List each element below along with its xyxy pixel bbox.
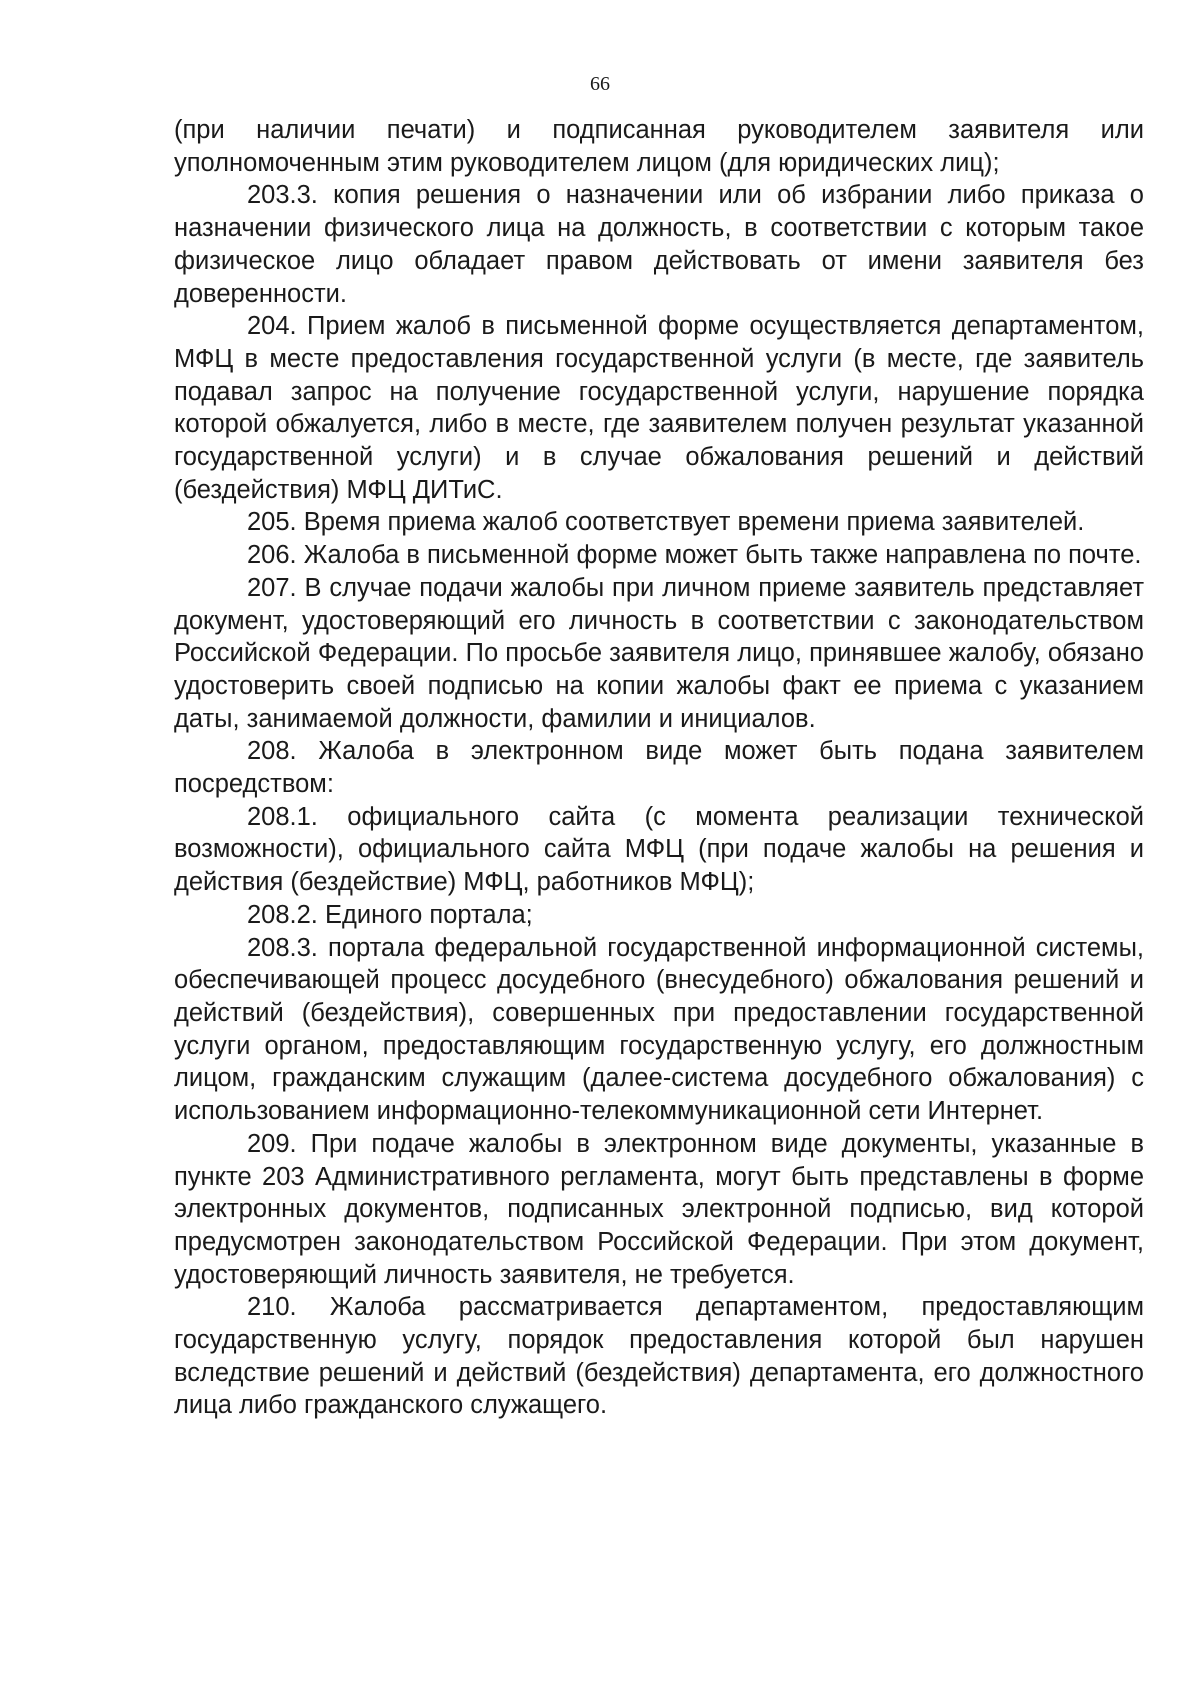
paragraph: 208.1. официального сайта (с момента реализации технической возможности), официального сайта МФЦ (при подаче жалобы на решения и действия (бездействие) МФЦ, работников МФЦ); — [174, 802, 1144, 897]
paragraph: 208.2. Единого портала; — [247, 900, 533, 929]
paragraph: 209. При подаче жалобы в электронном виде документы, указанные в пункте 203 Административного регламента, могут быть представлены в форме электронных документов, подписанных электронной подписью, вид которой предусмотрен законодательством Российской Федерации. При этом документ, удостоверяющий личность заявителя, не требуется. — [174, 1129, 1144, 1289]
paragraph: 204. Прием жалоб в письменной форме осуществляется департаментом, МФЦ в месте предоставления государственной услуги (в месте, где заявитель подавал запрос на получение государственной услуги, нарушение порядка которой обжалуется, либо в месте, где заявителем получен результат указанной государственной услуги) и в случае обжалования решений и действий (бездействия) МФЦ ДИТиС. — [174, 312, 1144, 504]
paragraph: 203.3. копия решения о назначении или об избрании либо приказа о назначении физического лица на должность, в соответствии с которым такое физическое лицо обладает правом действовать от имени заявителя без доверенности. — [174, 181, 1144, 308]
paragraph: 208. Жалоба в электронном виде может быть подана заявителем посредством: — [174, 737, 1144, 799]
page-number: 66 — [590, 73, 610, 95]
paragraph: (при наличии печати) и подписанная руководителем заявителя или уполномоченным этим руководителем лицом (для юридических лиц); — [174, 116, 1144, 177]
paragraph: 210. Жалоба рассматривается департаментом, предоставляющим государственную услугу, порядок предоставления которой был нарушен вследствие решений и действий (бездействия) департамента, его должностного лица либо гражданского служащего. — [174, 1293, 1144, 1420]
paragraph: 207. В случае подачи жалобы при личном приеме заявитель представляет документ, удостоверяющий его личность в соответствии с законодательством Российской Федерации. По просьбе заявителя лицо, принявшее жалобу, обязано удостоверить своей подписью на копии жалобы факт ее приема с указанием даты, занимаемой должности, фамилии и инициалов. — [174, 573, 1144, 733]
paragraph: 206. Жалоба в письменной форме может быть также направлена по почте. — [247, 541, 1142, 570]
document-body — [174, 114, 1144, 1422]
paragraph: 205. Время приема жалоб соответствует времени приема заявителей. — [247, 508, 1085, 537]
paragraph: 208.3. портала федеральной государственной информационной системы, обеспечивающей процесс досудебного (внесудебного) обжалования решений и действий (бездействия), совершенных при предоставлении государственной услуги органом, предоставляющим государственную услугу, его должностным лицом, гражданским служащим (далее-система досудебного обжалования) с использованием информационно-телекоммуникационной сети Интернет. — [174, 933, 1144, 1126]
